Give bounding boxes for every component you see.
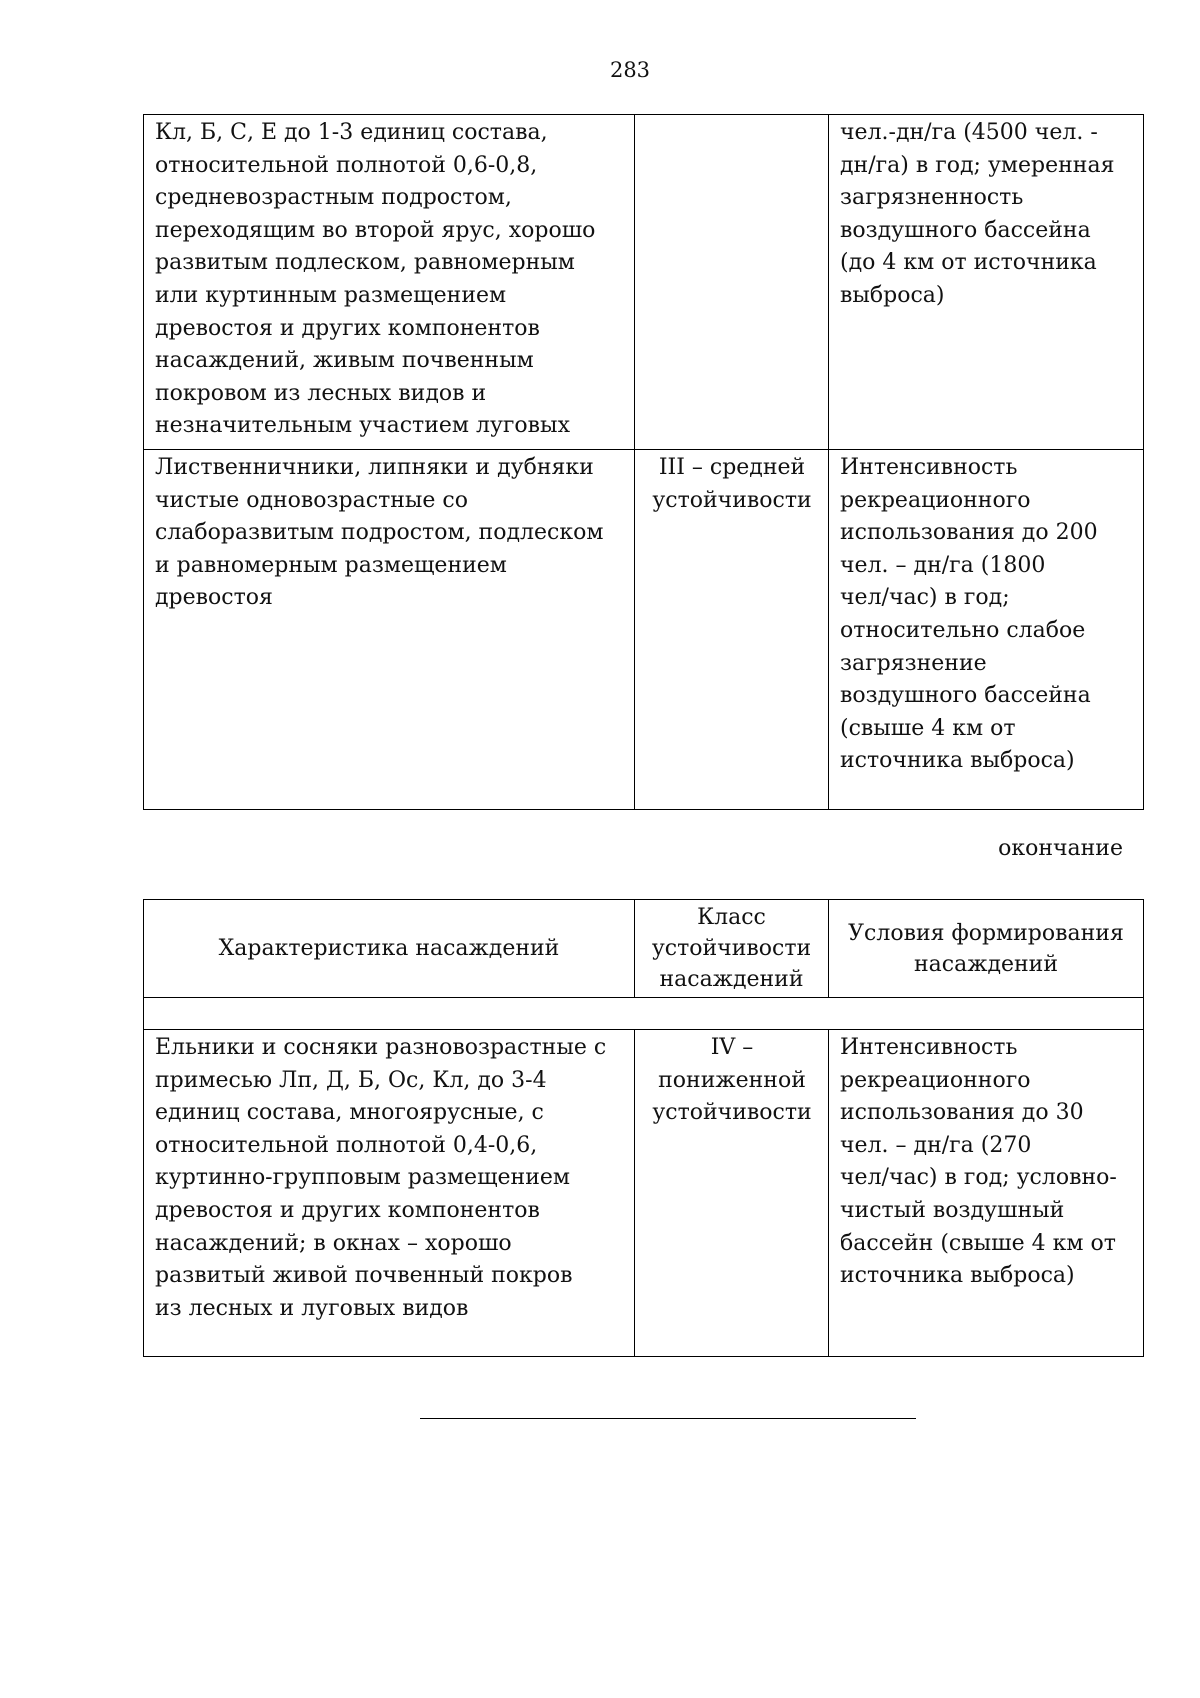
header-conditions: Условия формирования насаждений: [829, 900, 1144, 998]
characteristic-cell: Ельники и сосняки разновозрастные с примесью Лп, Д, Б, Ос, Кл, до 3-4 единиц состава, многоярусные, с относительной полнотой 0,4-0,6, куртинно-групповым размещением древостоя и других компонентов насаждений; в окнах – хорошо развитый живой почвенный покров из лесных и луговых видов: [144, 1030, 635, 1357]
conditions-cell: Интенсивность рекреационного использования до 30 чел. – дн/га (270 чел/час) в год; условно- чистый воздушный бассейн (свыше 4 км от источника выброса): [829, 1030, 1144, 1357]
table-row: [144, 115, 1144, 450]
page-number: 283: [609, 58, 651, 82]
conditions-cell: чел.-дн/га (4500 чел. - дн/га) в год; умеренная загрязненность воздушного бассейна (до 4 км от источника выброса): [829, 115, 1144, 450]
continued-table: [143, 114, 1144, 810]
table-row: [144, 449, 1144, 809]
characteristic-cell: Лиственничники, липняки и дубняки чистые одновозрастные со слаборазвитым подростом, подлеском и равномерным размещением древостоя: [144, 449, 635, 809]
empty-spacer-row: [144, 998, 1144, 1030]
conditions-cell: Интенсивность рекреационного использования до 200 чел. – дн/га (1800 чел/час) в год; относительно слабое загрязнение воздушного бассейна (свыше 4 км от источника выброса): [829, 449, 1144, 809]
stability-class-cell: IV – пониженной устойчивости: [635, 1030, 829, 1357]
stability-class-cell: III – средней устойчивости: [635, 449, 829, 809]
ending-label: окончание: [998, 836, 1123, 861]
stability-class-cell: [635, 115, 829, 450]
table-row: [144, 1030, 1144, 1357]
header-characteristic: Характеристика насаждений: [144, 900, 635, 998]
header-stability-class: Класс устойчивости насаждений: [635, 900, 829, 998]
ending-table: [143, 899, 1144, 1357]
table-header-row: [144, 900, 1144, 998]
empty-spacer-cell: [144, 998, 1144, 1030]
characteristic-cell: Кл, Б, С, Е до 1-3 единиц состава, относительной полнотой 0,6-0,8, средневозрастным подростом, переходящим во второй ярус, хорошо развитым подлеском, равномерным или куртинным размещением древостоя и других компонентов насаждений, живым почвенным покровом из лесных видов и незначительным участием луговых: [144, 115, 635, 450]
end-rule: [420, 1418, 916, 1419]
